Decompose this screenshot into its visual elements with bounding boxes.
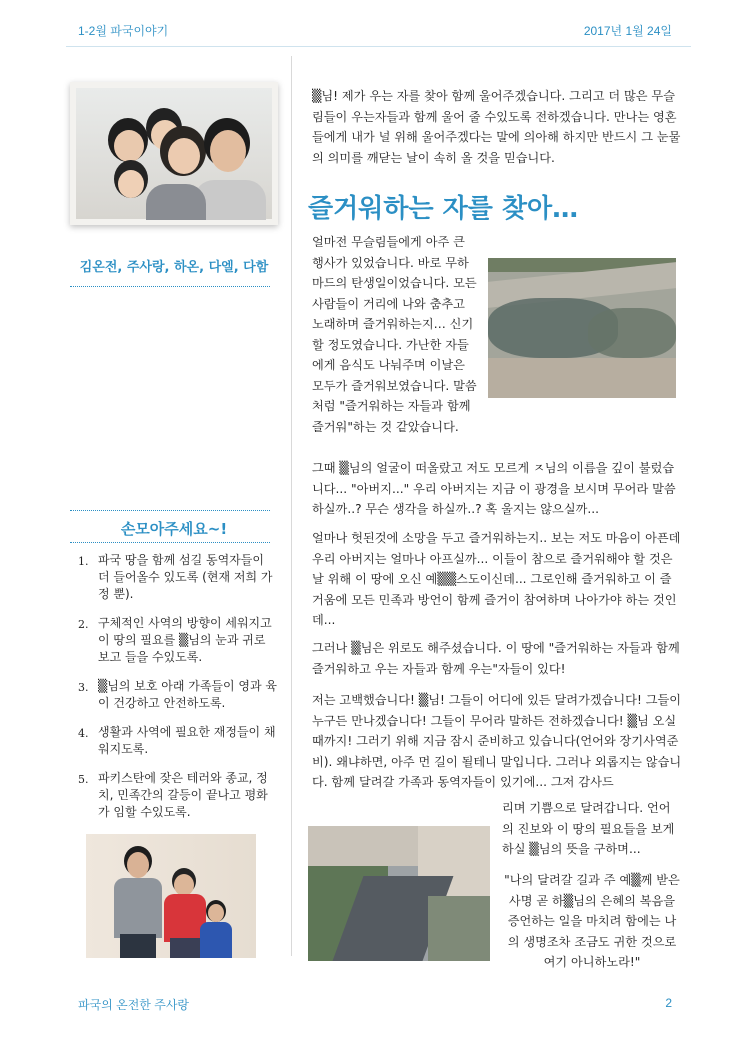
column-divider bbox=[291, 56, 292, 956]
closing-paragraph: 리며 기쁨으로 달려갑니다. 언어의 진보와 이 땅의 필요들을 보게하실 ▒님의 뜻을 구하며... bbox=[502, 801, 675, 856]
prayer-item bbox=[78, 552, 278, 603]
footer-title: 파국의 온전한 주사랑 bbox=[78, 998, 189, 1012]
comfort-paragraph: 그러나 ▒님은 위로도 해주셨습니다. 이 땅에 "즐거워하는 자들과 함께 즐거워하고 우는 자들과 함께 우는"자들이 있다! bbox=[312, 641, 680, 676]
prayer-text: 생활과 사역에 필요한 재정들이 채워지도록. bbox=[98, 725, 276, 756]
prayer-item bbox=[78, 678, 278, 712]
children-photo bbox=[86, 834, 256, 958]
reflection-paragraph: 그때 ▒님의 얼굴이 떠올랐고 저도 모르게 ㅈ님의 이름을 깊이 불렀습니다... "아버지..." 우리 아버지는 지금 이 광경을 보시며 무어라 말씀하실까..? 무슨 생각을 하실까..? 혹 울지는 않으실까... bbox=[312, 461, 676, 516]
prayer-top-divider bbox=[70, 510, 270, 511]
caption-divider bbox=[70, 286, 270, 287]
festival-crowd-photo bbox=[488, 258, 676, 398]
prayer-list bbox=[78, 552, 278, 833]
prayer-number: 4. bbox=[78, 727, 89, 740]
prayer-number: 2. bbox=[78, 618, 89, 631]
prayer-bottom-divider bbox=[70, 542, 270, 543]
prayer-text: 파키스탄에 잦은 테러와 종교, 정치, 민족간의 갈등이 끝나고 평화가 임할 수있도록. bbox=[98, 771, 268, 819]
prayer-text: 파국 땅을 함께 섬길 동역자들이 더 들어올수 있도록 (현재 저희 가정 뿐). bbox=[98, 553, 273, 601]
sorrow-paragraph: 얼마나 헛된것에 소망을 두고 즐거워하는지.. 보는 저도 마음이 아픈데 우리 아버지는 얼마나 아프실까... 이들이 참으로 즐거워해야 할 것은 날 위해 이 땅에 오신 예▒▒스도이신데... 그로인해 즐거워하고 이 즐거움에 모든 민족과 방언이 함께 즐거이 참여하며 나아가야 하는 것인데... bbox=[312, 531, 681, 627]
family-photo bbox=[70, 82, 278, 225]
prayer-text: 구체적인 사역의 방향이 세워지고 이 땅의 필요를 ▒님의 눈과 귀로 보고 들을 수있도록. bbox=[98, 616, 272, 664]
prayer-text: ▒님의 보호 아래 가족들이 영과 육이 건강하고 안전하도록. bbox=[98, 679, 277, 710]
festival-paragraph: 얼마전 무슬림들에게 아주 큰 행사가 있었습니다. 바로 무하마드의 탄생일이었습니다. 모든 사람들이 거리에 나와 춤추고 노래하며 즐거워하는지… 신기할 정도였습니다. 가난한 자들에게 음식도 나눠주며 이날은 모두가 즐거워보였습니다. 말씀처럼 "즐거워하는 자들과 함께 즐거워"하는 것 같았습니다. bbox=[312, 235, 477, 434]
prayer-title: 손모아주세요~! bbox=[120, 520, 228, 538]
page-number: 2 bbox=[665, 996, 672, 1010]
confession-paragraph: 저는 고백했습니다! ▒님! 그들이 어디에 있든 달려가겠습니다! 그들이 누구든 만나겠습니다! 그들이 무어라 말하든 전하겠습니다! ▒님 오실 때까지! 그러기 위해 지금 잠시 준비하고 있습니다(언어와 장기사역준비). 왜냐하면, 아주 먼 길이 될테니 말입니다. 그러나 외롭지는 않습니다. 함께 달려갈 가족과 동역자들이 있기에... 그저 감사드 bbox=[312, 693, 682, 789]
prayer-number: 3. bbox=[78, 681, 89, 694]
prayer-number: 5. bbox=[78, 773, 89, 786]
street-procession-photo bbox=[308, 826, 490, 961]
prayer-number: 1. bbox=[78, 555, 89, 568]
scripture-quote: "나의 달려갈 길과 주 예▒께 받은 사명 곧 하▒님의 은혜의 복음을 증언하는 일을 마치려 함에는 나의 생명조차 조금도 귀한 것으로 여기 아니하노라!" bbox=[504, 873, 680, 969]
family-caption: 김온전, 주사랑, 하온, 다엘, 다함 bbox=[79, 260, 269, 275]
header-divider bbox=[66, 46, 691, 47]
section-headline: 즐거워하는 자를 찾아… bbox=[308, 194, 579, 224]
prayer-item bbox=[78, 615, 278, 666]
header-left: 1-2월 파국이야기 bbox=[78, 24, 169, 38]
header-date: 2017년 1월 24일 bbox=[583, 24, 672, 38]
prayer-item bbox=[78, 770, 278, 821]
prayer-item bbox=[78, 724, 278, 758]
intro-paragraph: ▒님! 제가 우는 자를 찾아 함께 울어주겠습니다. 그리고 더 많은 무슬림들이 우는자들과 함께 울어 줄 수있도록 전하겠습니다. 만나는 영혼들에게 내가 널 위해 울어주겠다는 말에 의아해 하지만 반드시 그 눈물의 의미를 깨닫는 날이 속히 올 것을 믿습니다. bbox=[312, 89, 681, 165]
